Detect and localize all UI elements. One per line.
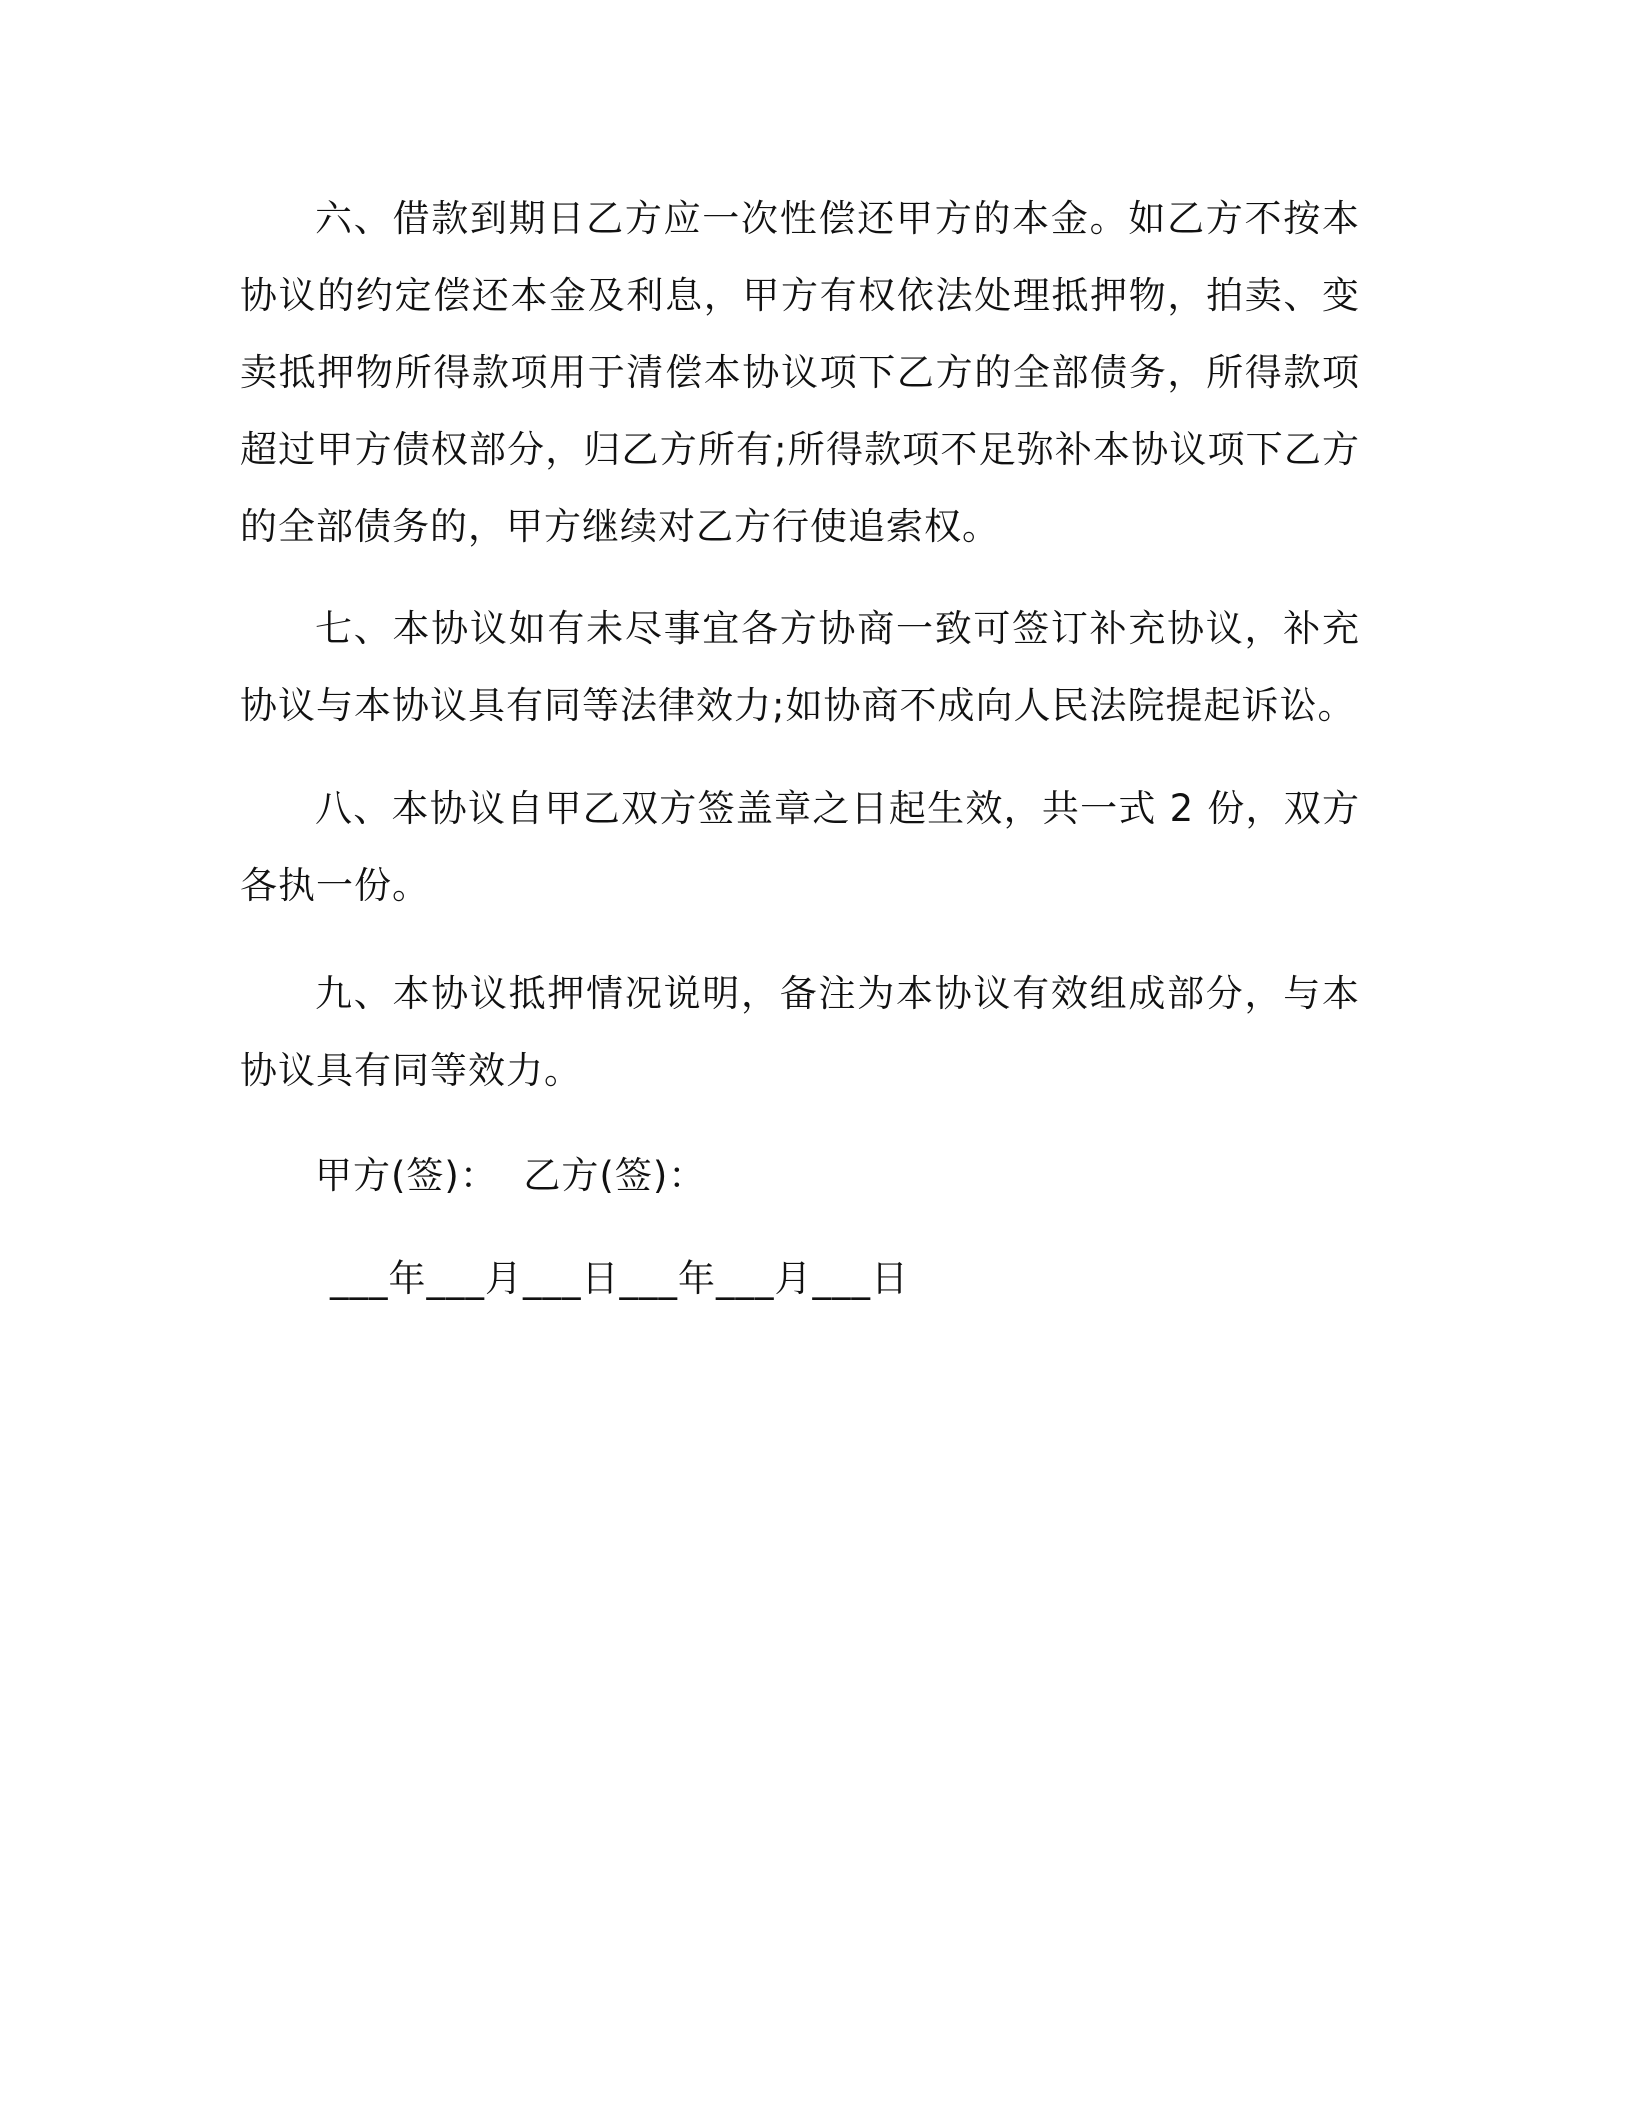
clause-8: 八、本协议自甲乙双方签盖章之日起生效，共一式 2 份，双方各执一份。	[240, 787, 1360, 907]
clause-6: 六、借款到期日乙方应一次性偿还甲方的本金。如乙方不按本协议的约定偿还本金及利息，甲方有权依法处理抵押物，拍卖、变卖抵押物所得款项用于清偿本协议项下乙方的全部债务，所得款项超过甲方债权部分，归乙方所有;所得款项不足弥补本协议项下乙方的全部债务的，甲方继续对乙方行使追索权。	[240, 197, 1360, 548]
date-line: ___年___月___日___年___月___日	[330, 1257, 909, 1300]
clause-9: 九、本协议抵押情况说明，备注为本协议有效组成部分，与本协议具有同等效力。	[240, 972, 1360, 1092]
signature-line: 甲方(签)： 乙方(签)：	[315, 1154, 707, 1197]
clause-7: 七、本协议如有未尽事宜各方协商一致可签订补充协议，补充协议与本协议具有同等法律效力;如协商不成向人民法院提起诉讼。	[240, 607, 1360, 727]
